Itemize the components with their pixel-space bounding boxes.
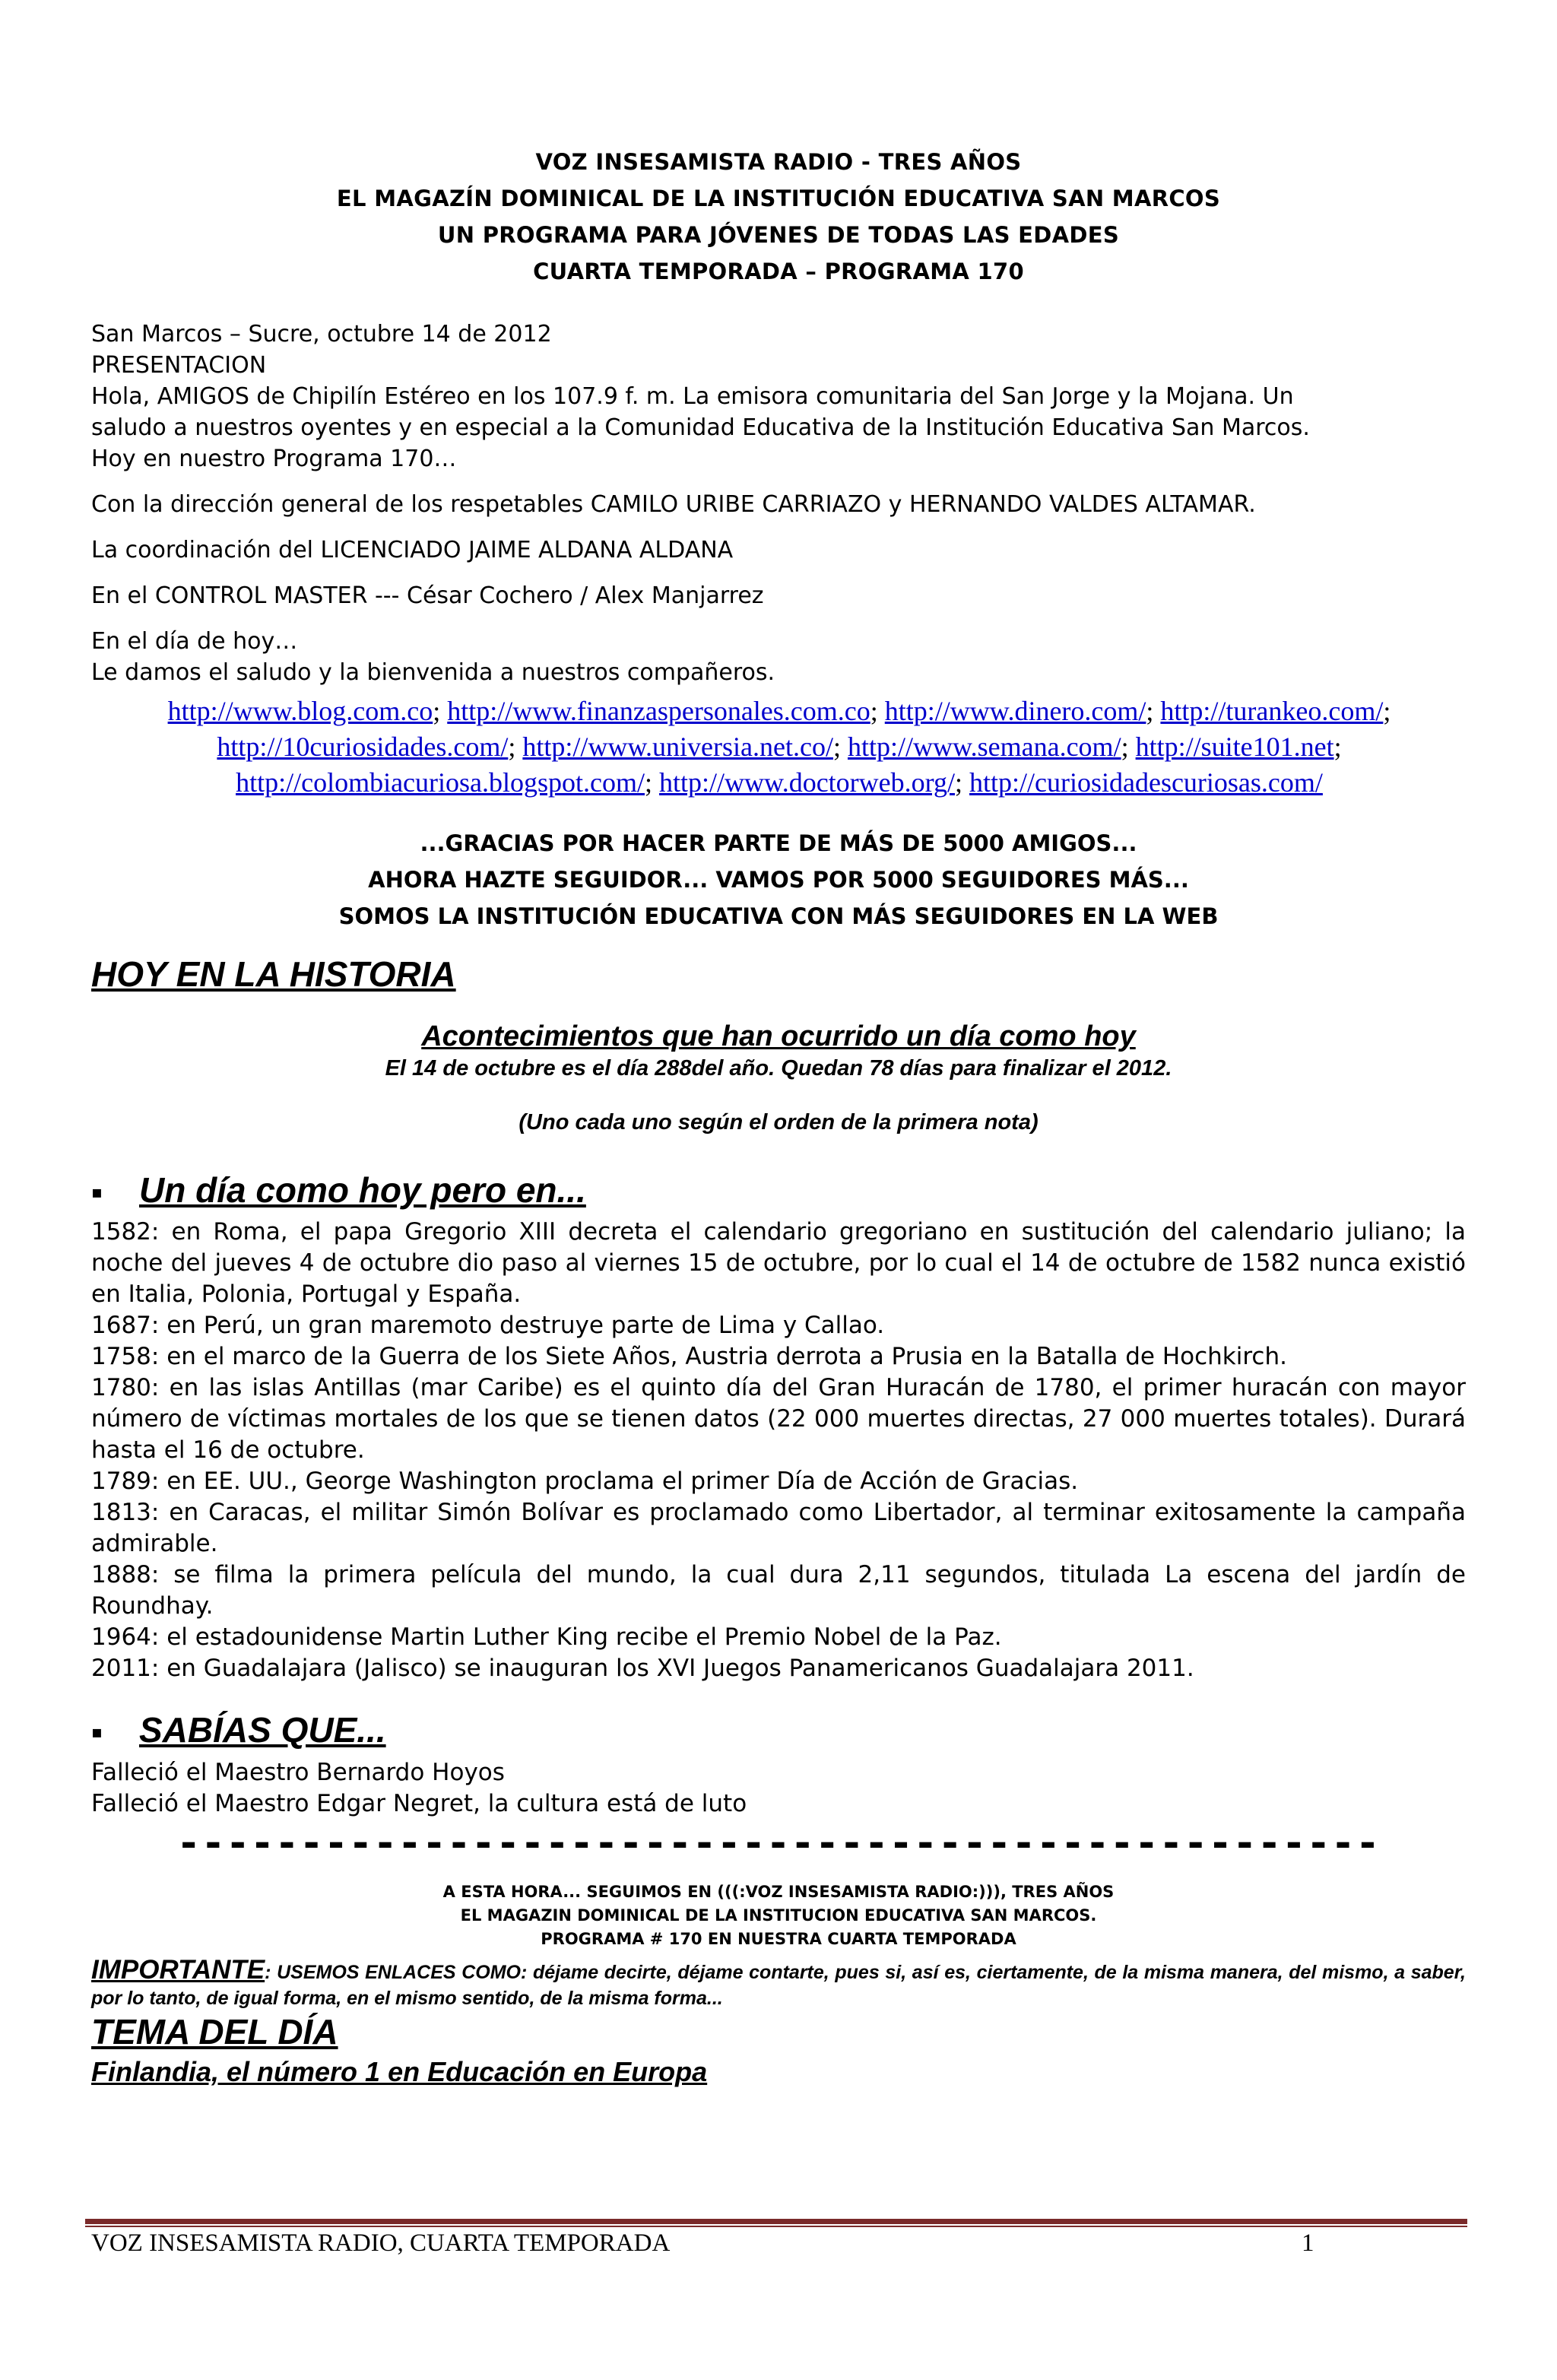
link-separator: ; xyxy=(832,731,841,762)
banner-line-1: ...GRACIAS POR HACER PARTE DE MÁS DE 5000 AMIGOS... xyxy=(420,830,1137,856)
tema-subtitle: Finlandia, el número 1 en Educación en Europa xyxy=(91,2056,708,2087)
intro-block xyxy=(91,319,1466,688)
link-separator: ; xyxy=(433,696,441,726)
header-line-3: UN PROGRAMA PARA JÓVENES DE TODAS LAS EDADES xyxy=(437,222,1120,248)
intro-hola-line-3: Hoy en nuestro Programa 170… xyxy=(91,446,457,472)
esta-hora-line-1: A ESTA HORA... SEGUIMOS EN (((:VOZ INSESAMISTA RADIO:))), TRES AÑOS xyxy=(442,1883,1115,1901)
sabias-item: Falleció el Maestro Edgar Negret, la cultura está de luto xyxy=(91,1790,747,1817)
intro-direccion: Con la dirección general de los respetables CAMILO URIBE CARRIAZO y HERNANDO VALDES ALTAMAR. xyxy=(91,491,1256,518)
intro-dia: En el día de hoy… xyxy=(91,628,298,655)
importante-note xyxy=(91,1957,1466,2011)
event-item: 2011: en Guadalajara (Jalisco) se inauguran los XVI Juegos Panamericanos Guadalajara 2011. xyxy=(91,1655,1194,1682)
esta-hora-line-2: EL MAGAZIN DOMINICAL DE LA INSTITUCION EDUCATIVA SAN MARCOS. xyxy=(460,1906,1097,1925)
intro-hola-line-2: saludo a nuestros oyentes y en especial a la Comunidad Educativa de la Institución Educativa San Marcos. xyxy=(91,414,1310,441)
link-suite101[interactable]: http://suite101.net xyxy=(1135,731,1334,762)
link-separator: ; xyxy=(645,767,653,798)
footer-rule-thin xyxy=(85,2226,1467,2227)
link-10curiosidades[interactable]: http://10curiosidades.com/ xyxy=(217,731,509,762)
link-separator: ; xyxy=(1146,696,1154,726)
dashed-divider: ------------------------------------------------- xyxy=(176,1820,1381,1866)
link-semana[interactable]: http://www.semana.com/ xyxy=(847,731,1121,762)
link-curiosidadescuriosas[interactable]: http://curiosidadescuriosas.com/ xyxy=(969,767,1323,798)
event-item: 1687: en Perú, un gran maremoto destruye parte de Lima y Callao. xyxy=(91,1312,885,1339)
intro-saludo: Le damos el saludo y la bienvenida a nuestros compañeros. xyxy=(91,659,775,686)
footer-text: VOZ INSESAMISTA RADIO, CUARTA TEMPORADA xyxy=(91,2229,671,2257)
link-separator: ; xyxy=(508,731,516,762)
events-list xyxy=(91,1217,1466,1684)
page-number: 1 xyxy=(1302,2229,1314,2257)
link-dinero[interactable]: http://www.dinero.com/ xyxy=(884,696,1146,726)
link-doctorweb[interactable]: http://www.doctorweb.org/ xyxy=(659,767,955,798)
links-block xyxy=(84,693,1475,801)
undia-title: Un día como hoy pero en... xyxy=(139,1170,586,1210)
historia-subtitle: Acontecimientos que han ocurrido un día como hoy xyxy=(421,1020,1136,1052)
link-finanzaspersonales[interactable]: http://www.finanzaspersonales.com.co xyxy=(447,696,870,726)
link-separator: ; xyxy=(1333,731,1342,762)
event-item: 1758: en el marco de la Guerra de los Siete Años, Austria derrota a Prusia en la Batalla de Hochkirch. xyxy=(91,1343,1287,1370)
link-turankeo[interactable]: http://turankeo.com/ xyxy=(1160,696,1384,726)
bullet-square-icon: ▪ xyxy=(91,1183,103,1202)
intro-coordinacion: La coordinación del LICENCIADO JAIME ALDANA ALDANA xyxy=(91,537,734,563)
banner-line-3: SOMOS LA INSTITUCIÓN EDUCATIVA CON MÁS SEGUIDORES EN LA WEB xyxy=(338,903,1219,929)
event-item: 1582: en Roma, el papa Gregorio XIII decreta el calendario gregoriano en sustitución del calendario juliano; la noche del jueves 4 de octubre dio paso al viernes 15 de octubre, por lo cual el 14 de octubre de 1582 nunca existió en Italia, Polonia, Portugal y España. xyxy=(91,1218,1466,1308)
intro-hola-line-1: Hola, AMIGOS de Chipilín Estéreo en los 107.9 f. m. La emisora comunitaria del San Jorge y la Mojana. Un xyxy=(91,383,1294,410)
historia-title: HOY EN LA HISTORIA xyxy=(91,954,456,994)
historia-day-info: El 14 de octubre es el día 288del año. Quedan 78 días para finalizar el 2012. xyxy=(385,1056,1172,1081)
followers-banner xyxy=(0,825,1557,935)
importante-label: IMPORTANTE xyxy=(91,1955,265,1985)
event-item: 1780: en las islas Antillas (mar Caribe) es el quinto día del Gran Huracán de 1780, el primer huracán con mayor número de víctimas mortales de los que se tienen datos (22 000 muertes directas, 27 000 muertes totales). Durará hasta el 16 de octubre. xyxy=(91,1374,1466,1464)
intro-date: San Marcos – Sucre, octubre 14 de 2012 xyxy=(91,321,552,347)
link-separator: ; xyxy=(1383,696,1391,726)
sabias-item: Falleció el Maestro Bernardo Hoyos xyxy=(91,1759,505,1786)
banner-line-2: AHORA HAZTE SEGUIDOR... VAMOS POR 5000 SEGUIDORES MÁS... xyxy=(368,867,1189,893)
intro-control-master: En el CONTROL MASTER --- César Cochero / Alex Manjarrez xyxy=(91,582,764,609)
link-separator: ; xyxy=(1121,731,1129,762)
link-blog[interactable]: http://www.blog.com.co xyxy=(167,696,433,726)
esta-hora-block xyxy=(0,1880,1557,1951)
event-item: 1813: en Caracas, el militar Simón Bolívar es proclamado como Libertador, al terminar exitosamente la campaña admirable. xyxy=(91,1499,1466,1557)
sabias-title: SABÍAS QUE... xyxy=(139,1710,386,1750)
event-item: 1964: el estadounidense Martin Luther King recibe el Premio Nobel de la Paz. xyxy=(91,1623,1002,1651)
bullet-square-icon: ▪ xyxy=(91,1723,103,1742)
importante-text: : USEMOS ENLACES COMO: déjame decirte, déjame contarte, pues si, así es, ciertamente, de la misma manera, del mismo, a saber, por lo tanto, de igual forma, en el mismo sentido, de la misma forma... xyxy=(91,1962,1466,2009)
header-line-1: VOZ INSESAMISTA RADIO - TRES AÑOS xyxy=(535,149,1022,175)
link-universia[interactable]: http://www.universia.net.co/ xyxy=(522,731,833,762)
intro-presentacion: PRESENTACION xyxy=(91,352,267,379)
link-separator: ; xyxy=(954,767,962,798)
historia-note: (Uno cada uno según el orden de la primera nota) xyxy=(518,1110,1039,1134)
link-colombiacuriosa[interactable]: http://colombiacuriosa.blogspot.com/ xyxy=(236,767,645,798)
sabias-list xyxy=(91,1757,1466,1820)
header-line-4: CUARTA TEMPORADA – PROGRAMA 170 xyxy=(533,259,1024,284)
event-item: 1789: en EE. UU., George Washington proclama el primer Día de Acción de Gracias. xyxy=(91,1468,1079,1495)
esta-hora-line-3: PROGRAMA # 170 EN NUESTRA CUARTA TEMPORADA xyxy=(541,1930,1016,1948)
tema-title: TEMA DEL DÍA xyxy=(91,2012,338,2052)
event-item: 1888: se filma la primera película del mundo, la cual dura 2,11 segundos, titulada La escena del jardín de Roundhay. xyxy=(91,1561,1466,1620)
link-separator: ; xyxy=(870,696,878,726)
footer-rule xyxy=(85,2219,1467,2224)
document-header xyxy=(0,144,1557,290)
header-line-2: EL MAGAZÍN DOMINICAL DE LA INSTITUCIÓN EDUCATIVA SAN MARCOS xyxy=(336,186,1221,211)
